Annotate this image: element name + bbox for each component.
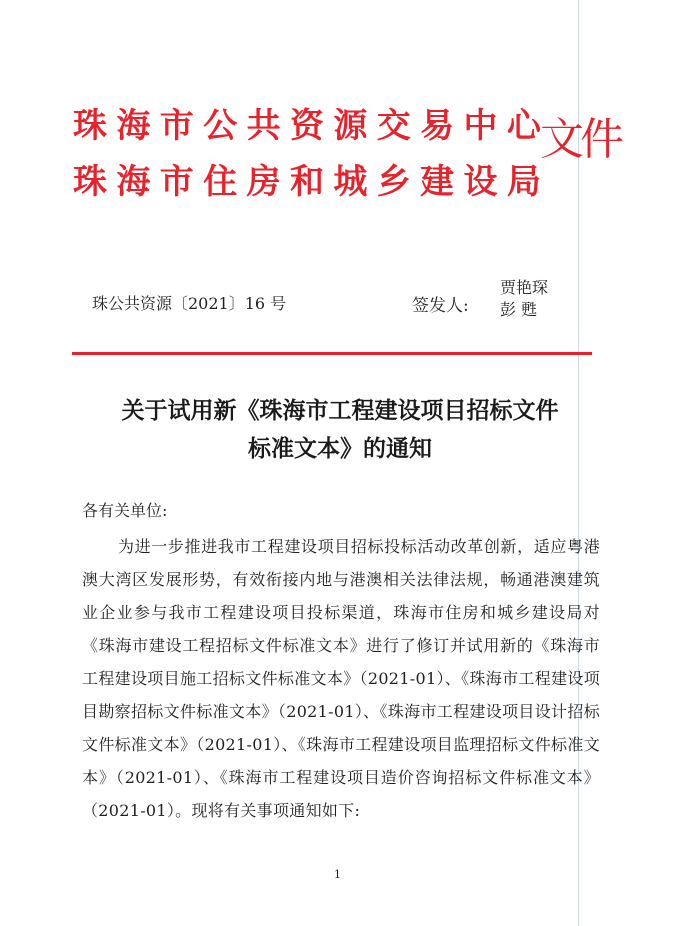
header-char: 住 <box>203 162 238 202</box>
header-char: 易 <box>420 106 455 146</box>
issuing-authorities <box>72 98 542 210</box>
header-char: 海 <box>116 106 151 146</box>
header-char: 资 <box>289 106 324 146</box>
signer-2: 彭 甦 <box>500 300 538 319</box>
header-char: 房 <box>246 162 281 202</box>
header-char: 珠 <box>73 106 107 146</box>
header-char: 源 <box>333 106 368 146</box>
header-char: 设 <box>463 162 498 202</box>
header-line-2 <box>72 154 542 210</box>
header-char: 市 <box>159 162 194 202</box>
header-char: 公 <box>203 106 238 146</box>
salutation: 各有关单位: <box>82 501 168 520</box>
header-char: 局 <box>506 162 541 202</box>
body-paragraph: 为进一步推进我市工程建设项目招标投标活动改革创新，适应粤港澳大湾区发展形势，有效衔接内地与港澳相关法律法规，畅通港澳建筑业企业参与我市工程建设项目投标渠道，珠海市住房和城乡建设局对《珠海市建设工程招标文件标准文本》进行了修订并试用新的《珠海市工程建设项目施工招标文件标准文本》（2021-01）、《珠海市工程建设项目勘察招标文件标准文本》（2021-01）、《珠海市工程建设项目设计招标文件标准文本》（2021-01）、《珠海市工程建设项目监理招标文件标准文本》（2021-01）、《珠海市工程建设项目造价咨询招标文件标准文本》（2021-01）。现将有关事项通知如下: <box>82 537 600 820</box>
header-char: 建 <box>420 162 455 202</box>
signer-label: 签发人: <box>412 296 469 316</box>
title-line-1: 关于试用新《珠海市工程建设项目招标文件 <box>121 397 559 424</box>
header-char: 心 <box>506 106 541 146</box>
document-number: 珠公共资源〔2021〕16 号 <box>92 294 287 313</box>
header-char: 市 <box>159 106 194 146</box>
header-char: 中 <box>463 106 498 146</box>
document-type-label: 文件 <box>540 114 620 165</box>
header-line-1 <box>72 98 542 154</box>
header-char: 乡 <box>376 162 411 202</box>
signer-names <box>500 277 548 321</box>
header-char: 海 <box>116 162 151 202</box>
header-char: 和 <box>289 162 324 202</box>
header-char: 城 <box>333 162 368 202</box>
red-separator-rule <box>72 352 592 355</box>
document-meta <box>92 278 592 333</box>
header-char: 交 <box>376 106 411 146</box>
header-char: 珠 <box>73 162 107 202</box>
signer-1: 贾艳琛 <box>500 278 549 297</box>
title-line-2: 标准文本》的通知 <box>248 435 432 462</box>
header-char: 共 <box>246 106 281 146</box>
page-number: 1 <box>334 868 341 881</box>
document-title <box>80 392 600 468</box>
